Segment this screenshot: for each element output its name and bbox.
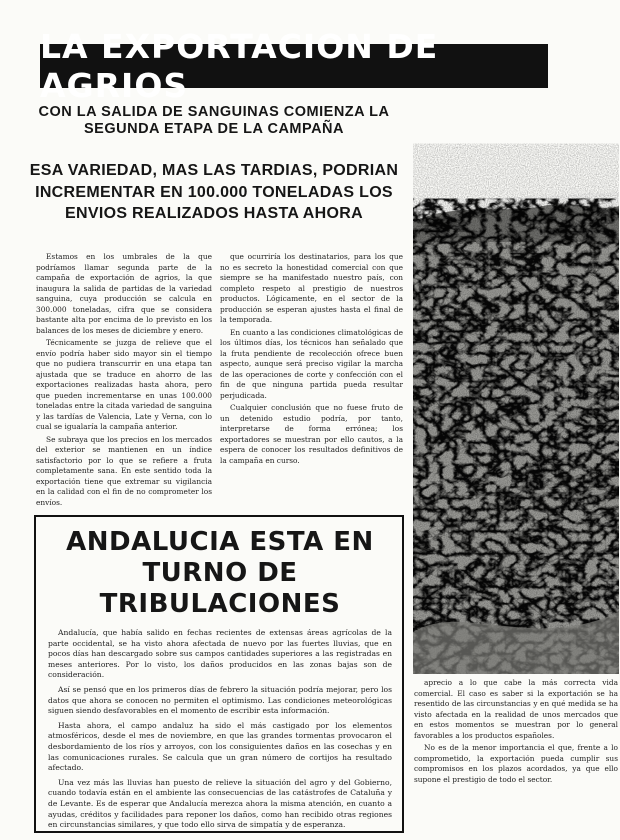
paragraph: que ocurriría los destinatarios, para los que no es secreto la honestidad comercial con que siempre se ha manifestado nuestro país, con completo respeto al prestigio de nuestros productos. Lógicamente, en el sector de la producción se esperan ajustes hasta el final de la temporada.: [220, 252, 403, 324]
inset-body: [48, 628, 392, 831]
paragraph: Hasta ahora, el campo andaluz ha sido el más castigado por los elementos atmosféricos, desde el mes de noviembre, en que las grandes tormentas provocaron el desbordamiento de los ríos y arroyos, con los consiguientes daños en las cosechas y en las comunicaciones rurales. Se calcula que un gran número de cortijos ha resultado afectado.: [48, 720, 392, 773]
inset-title: ANDALUCIA ESTA EN TURNO DE TRIBULACIONES: [66, 527, 374, 619]
article-column-2: [220, 252, 403, 507]
paragraph: Así se pensó que en los primeros días de febrero la situación podría mejorar, pero los datos que ahora se conocen no permiten el optimismo. Las condiciones meteorológicas siguen siendo desfavorables en el momento de escribir esta información.: [48, 684, 392, 716]
paragraph: Cualquier conclusión que no fuese fruto de un detenido estudio podría, por tanto, interpretarse de forma errónea; los exportadores se muestran por ello cautos, a la espera de conocer los resultados definitivos de la campaña en curso.: [220, 403, 403, 465]
paragraph: Técnicamente se juzga de relieve que el envío podría haber sido mayor sin el tiempo que no pudiera transcurrir en una etapa tan ajustada que se traduce en ahorro de las exportaciones realizadas hasta ahora, pero que pueden incrementarse en unas 100.000 toneladas entre la citada variedad de sanguina y las tardías de Valencia, Late y Verna, con lo cual se igualaría la campaña anterior.: [36, 338, 212, 431]
article-column-3: [414, 678, 618, 836]
article-column-1: [36, 252, 212, 507]
paragraph: Andalucía, que había salido en fechas recientes de extensas áreas agrícolas de la parte occidental, se ha visto ahora afectada de nuevo por las fuertes lluvias, que en pocos días han descargado sobre sus campos cantidades superiores a las registradas en meses anteriores. Por lo visto, los daños producidos en las zonas bajas son de consideración.: [48, 628, 392, 680]
paragraph: No es de la menor importancia el que, frente a lo comprometido, la exportación pueda cumplir sus compromisos en los plazos acordados, ya que ello supone el prestigio de todo el sector.: [414, 743, 618, 784]
inset-article: [34, 515, 404, 833]
paragraph: aprecio a lo que cabe la más correcta vida comercial. El caso es saber si la exportación se ha resentido de las circunstancias y en qué medida se ha visto afectada en la realidad de unos mercados que en estos momentos se muestran por lo general favorables a los productos españoles.: [414, 678, 618, 740]
page-title-banner: [40, 27, 548, 105]
paragraph: Se subraya que los precios en los mercados del exterior se mantienen en un índice satisfactorio por lo que se refiere a fruta completamente sana. En este sentido toda la exportación tiene que extremar su vigilancia en la calidad con el fin de no comprometer los envíos.: [36, 434, 212, 507]
subheadline-secondary: ESA VARIEDAD, MAS LAS TARDIAS, PODRIAN INCREMENTAR EN 100.000 TONELADAS LOS ENVIOS REALIZADOS HASTA AHORA: [29, 162, 399, 223]
orange-grove-photo: [413, 132, 619, 674]
page-title: LA EXPORTACION DE AGRIOS: [40, 27, 439, 105]
paragraph: Estamos en los umbrales de la que podríamos llamar segunda parte de la campaña de exportación de agrios, la que inaugura la salida de partidas de la variedad sanguina, cuya producción se calcula en 300.000 toneladas, cifra que se considera bastante alta por encima de lo previsto en los balances de los meses de diciembre y enero.: [36, 252, 212, 335]
subheadline-primary: CON LA SALIDA DE SANGUINAS COMIENZA LA SEGUNDA ETAPA DE LA CAMPAÑA: [38, 104, 390, 138]
paragraph: En cuanto a las condiciones climatológicas de los últimos días, los técnicos han señalado que la fruta pendiente de recolección ofrece buen aspecto, aunque será preciso vigilar la marcha de las operaciones de corte y confección con el fin de que ninguna partida pueda resultar perjudicada.: [220, 327, 403, 400]
paragraph: Una vez más las lluvias han puesto de relieve la situación del agro y del Gobierno, cuando todavía están en el ambiente las consecuencias de las catástrofes de Cataluña y de Levante. Es de esperar que Andalucía merezca ahora la misma atención, en cuanto a ayudas, créditos y facilidades para reponer los daños, como han recibido otras regiones en circunstancias similares, y que todo ello sirva de simpatía y de esperanza.: [48, 777, 392, 830]
